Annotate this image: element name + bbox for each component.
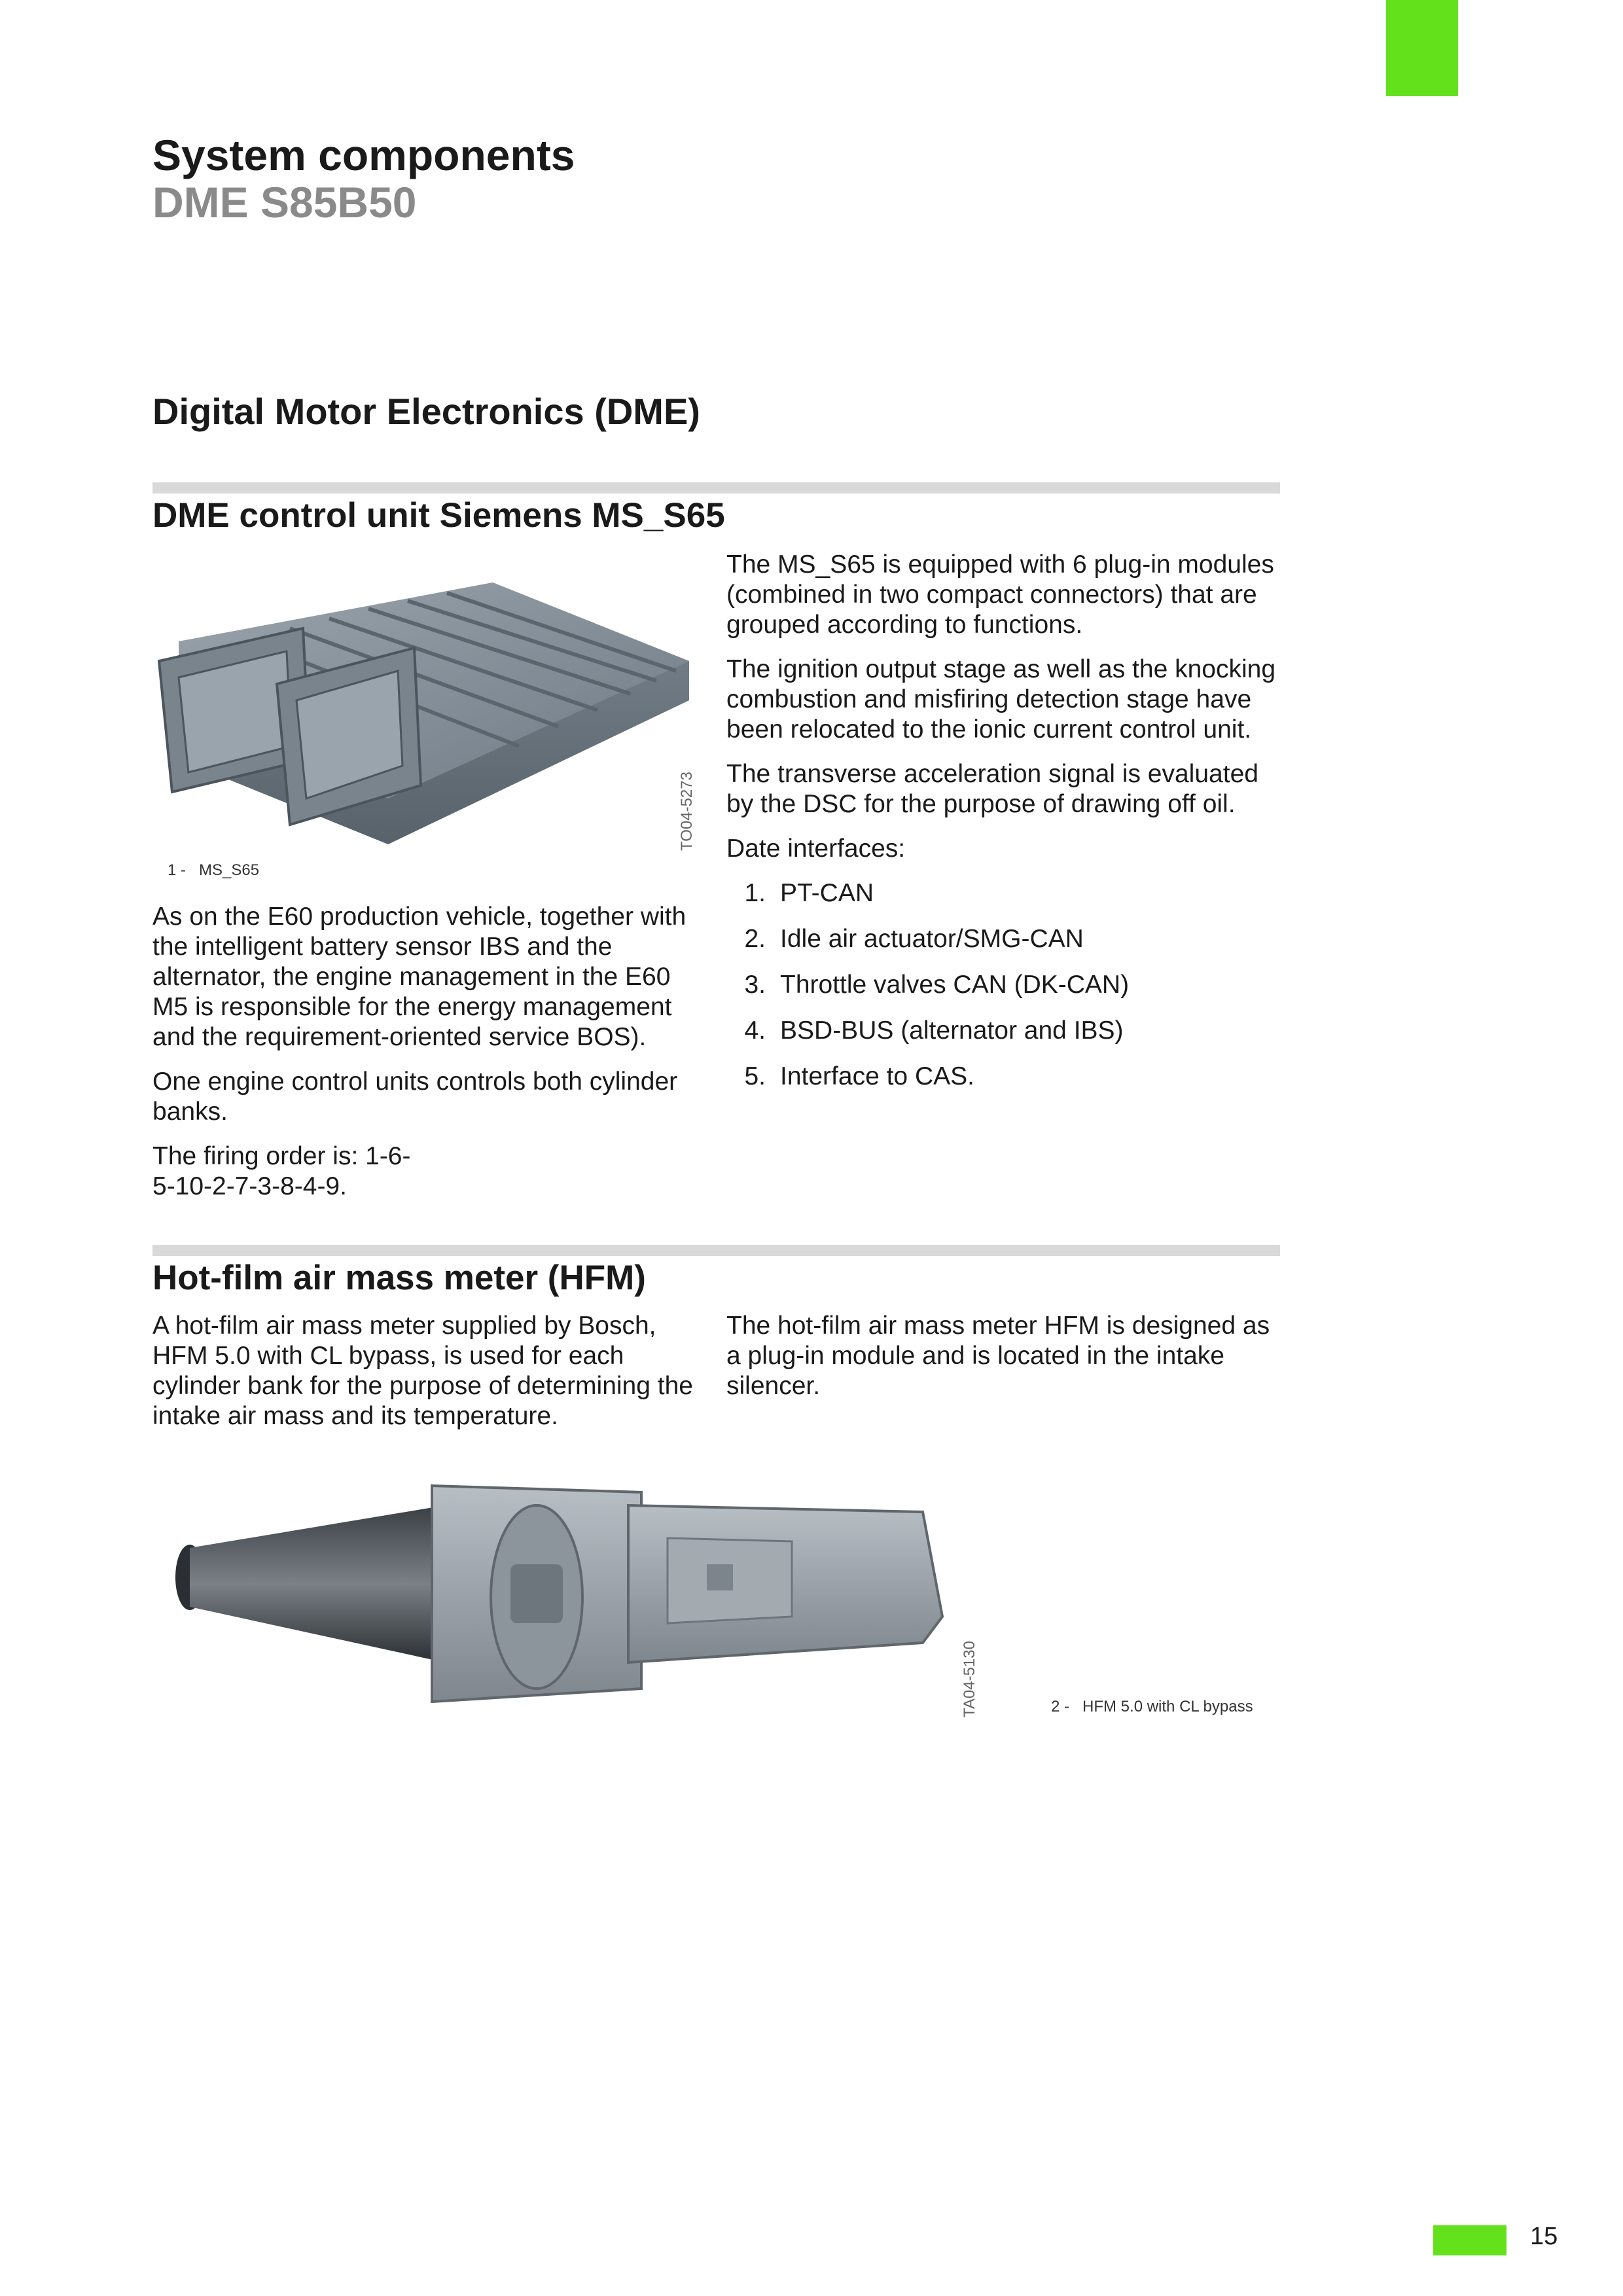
hfm-illustration — [170, 1466, 955, 1728]
paragraph: The transverse acceleration signal is evaluated by the DSC for the purpose of drawing off oil. — [726, 760, 1258, 818]
list-item: 1. PT-CAN — [744, 879, 874, 907]
list-item: 2. Idle air actuator/SMG-CAN — [744, 925, 1084, 953]
figure-caption-hfm — [1051, 1698, 1253, 1716]
page-number-tab — [1433, 2225, 1507, 2255]
interfaces-list — [726, 878, 1283, 1092]
paragraph: The firing order is: 1-6-5-10-2-7-3-8-4-9. — [152, 1142, 411, 1200]
page-subtitle: DME S85B50 — [152, 178, 417, 226]
caption-number: 1 - — [168, 861, 187, 879]
caption-text: MS_S65 — [199, 861, 260, 879]
dme-heading: DME control unit Siemens MS_S65 — [152, 496, 725, 535]
dme-right-text — [726, 550, 1283, 1107]
ecu-figure — [152, 563, 699, 851]
page-title: System components — [152, 131, 575, 179]
hfm-right-text — [726, 1311, 1283, 1416]
figure-id-ecu: TO04-5273 — [678, 772, 696, 851]
section-rule-dme — [152, 482, 1280, 493]
paragraph: The ignition output stage as well as the knocking combustion and misfiring detection stage have been relocated to the ionic current control unit. — [726, 655, 1276, 744]
paragraph: The hot-film air mass meter HFM is designed as a plug-in module and is located in the intake silencer. — [726, 1312, 1270, 1400]
caption-number: 2 - — [1051, 1698, 1070, 1715]
paragraph: One engine control units controls both cylinder banks. — [152, 1067, 678, 1126]
list-item: 5. Interface to CAS. — [744, 1062, 974, 1090]
top-accent-tab — [1386, 0, 1458, 96]
caption-text: HFM 5.0 with CL bypass — [1082, 1698, 1253, 1715]
section-heading: Digital Motor Electronics (DME) — [152, 391, 700, 432]
list-item: 3. Throttle valves CAN (DK-CAN) — [744, 971, 1130, 999]
hfm-heading: Hot-film air mass meter (HFM) — [152, 1259, 646, 1297]
ecu-illustration — [152, 563, 699, 851]
paragraph: A hot-film air mass meter supplied by Bosch, HFM 5.0 with CL bypass, is used for each cylinder bank for the purpose of determining the intake air mass and its temperature. — [152, 1312, 693, 1430]
section-rule-hfm — [152, 1245, 1280, 1256]
list-item: 4. BSD-BUS (alternator and IBS) — [744, 1016, 1124, 1045]
hfm-figure — [170, 1466, 955, 1728]
dme-left-text — [152, 902, 702, 1216]
paragraph: The MS_S65 is equipped with 6 plug-in modules (combined in two compact connectors) that are grouped according to functions. — [726, 550, 1274, 639]
hfm-left-text — [152, 1311, 702, 1446]
figure-id-hfm: TA04-5130 — [961, 1641, 978, 1717]
figure-caption-ecu — [168, 861, 259, 880]
paragraph: Date interfaces: — [726, 834, 906, 863]
paragraph: As on the E60 production vehicle, together with the intelligent battery sensor IBS and the alternator, the engine management in the E60 M5 is responsible for the energy management and the requirement-oriented service BOS). — [152, 903, 687, 1051]
page-number: 15 — [1530, 2223, 1558, 2250]
